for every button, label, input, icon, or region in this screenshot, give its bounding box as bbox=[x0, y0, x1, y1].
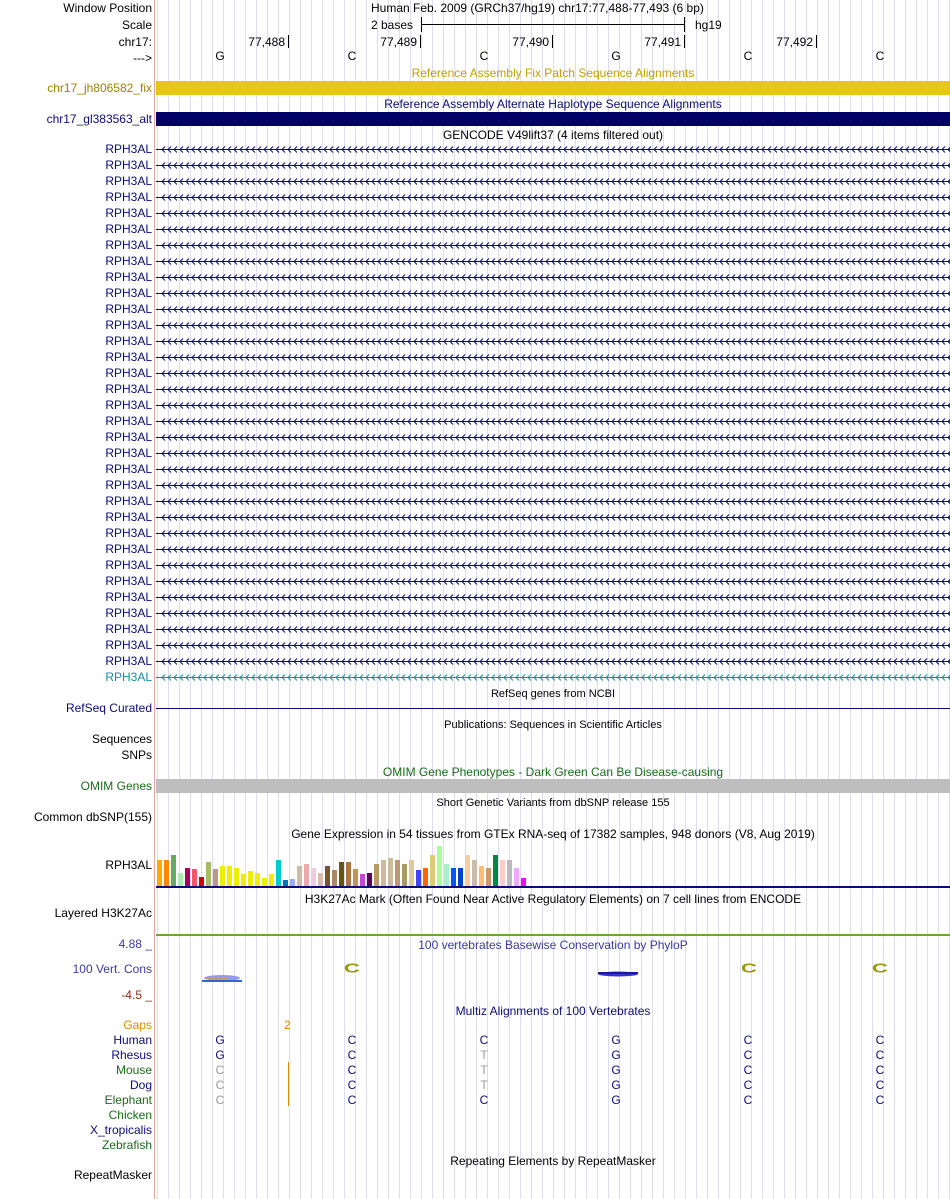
alignment-base: C bbox=[875, 1033, 885, 1047]
alt-haplotype-label[interactable]: chr17_gl383563_alt bbox=[46, 112, 152, 126]
gtex-tissue-bar[interactable] bbox=[500, 860, 505, 886]
publications-title: Publications: Sequences in Scientific Articles bbox=[444, 719, 662, 731]
gtex-tissue-bar[interactable] bbox=[199, 877, 204, 886]
gencode-transcript-line[interactable] bbox=[156, 369, 950, 378]
phylop-mark-g-1 bbox=[202, 975, 242, 982]
ruler-position: 77,492 bbox=[776, 35, 813, 49]
alignment-base: G bbox=[611, 1093, 621, 1107]
ruler-position: 77,490 bbox=[512, 35, 549, 49]
sequence-base: G bbox=[215, 49, 225, 63]
h3k27ac-label[interactable]: Layered H3K27Ac bbox=[54, 906, 152, 920]
alignment-base: G bbox=[215, 1048, 225, 1062]
gtex-tissue-bar[interactable] bbox=[318, 873, 323, 886]
alt-haplotype-bar[interactable] bbox=[156, 112, 950, 126]
gtex-tissue-bar[interactable] bbox=[311, 868, 316, 886]
gtex-tissue-bar[interactable] bbox=[430, 855, 435, 886]
gencode-transcript-label[interactable]: RPH3AL bbox=[105, 414, 152, 428]
scale-bar bbox=[421, 24, 685, 25]
sequence-base: C bbox=[743, 49, 753, 63]
alignment-base: G bbox=[611, 1033, 621, 1047]
gtex-tissue-bar[interactable] bbox=[388, 858, 393, 886]
gencode-transcript-line[interactable] bbox=[156, 657, 950, 666]
assembly-label: hg19 bbox=[695, 18, 722, 32]
h3k27ac-title: H3K27Ac Mark (Often Found Near Active Regulatory Elements) on 7 cell lines from ENCODE bbox=[304, 892, 802, 906]
alignment-base: C bbox=[875, 1078, 885, 1092]
gtex-tissue-bar[interactable] bbox=[213, 869, 218, 886]
phylop-mark-g-2 bbox=[598, 972, 638, 977]
gtex-chart[interactable] bbox=[157, 840, 537, 886]
alignment-base: C bbox=[743, 1048, 753, 1062]
gencode-transcript-line[interactable] bbox=[156, 465, 950, 474]
sequence-base: C bbox=[479, 49, 489, 63]
alignment-base: C bbox=[743, 1078, 753, 1092]
species-label[interactable]: Rhesus bbox=[111, 1048, 152, 1062]
fix-patch-bar[interactable] bbox=[156, 81, 950, 95]
gtex-tissue-bar[interactable] bbox=[472, 860, 477, 886]
gtex-tissue-bar[interactable] bbox=[486, 868, 491, 886]
repeatmasker-label[interactable]: RepeatMasker bbox=[73, 1168, 152, 1182]
gencode-transcript-line[interactable] bbox=[156, 145, 950, 154]
gencode-transcript-label[interactable]: RPH3AL bbox=[105, 302, 152, 316]
gtex-tissue-bar[interactable] bbox=[479, 866, 484, 886]
ruler-tick bbox=[288, 35, 289, 48]
gencode-transcript-line[interactable] bbox=[156, 449, 950, 458]
alt-haplotype-title: Reference Assembly Alternate Haplotype Sequence Alignments bbox=[384, 97, 722, 111]
gencode-transcript-line[interactable] bbox=[156, 561, 950, 570]
alignment-base: C bbox=[743, 1033, 753, 1047]
refseq-line[interactable] bbox=[156, 708, 950, 709]
dbsnp-title: Short Genetic Variants from dbSNP release 155 bbox=[436, 797, 670, 809]
gencode-transcript-line[interactable] bbox=[156, 577, 950, 586]
gtex-tissue-bar[interactable] bbox=[458, 868, 463, 886]
gtex-tissue-bar[interactable] bbox=[227, 866, 232, 886]
gtex-tissue-bar[interactable] bbox=[507, 860, 512, 886]
gtex-tissue-bar[interactable] bbox=[381, 860, 386, 886]
gencode-transcript-label[interactable]: RPH3AL bbox=[105, 318, 152, 332]
species-label[interactable]: Elephant bbox=[104, 1093, 152, 1107]
gencode-transcript-label[interactable]: RPH3AL bbox=[105, 670, 152, 684]
gtex-tissue-bar[interactable] bbox=[409, 860, 414, 886]
gtex-tissue-bar[interactable] bbox=[171, 855, 176, 886]
gap-count: 2 bbox=[284, 1018, 291, 1032]
gtex-tissue-bar[interactable] bbox=[374, 864, 379, 886]
gencode-transcript-label[interactable]: RPH3AL bbox=[105, 238, 152, 252]
gencode-transcript-label[interactable]: RPH3AL bbox=[105, 606, 152, 620]
species-label[interactable]: X_tropicalis bbox=[89, 1123, 152, 1137]
gencode-transcript-label[interactable]: RPH3AL bbox=[105, 174, 152, 188]
gap-marker bbox=[288, 1062, 289, 1106]
window-position-label: Window Position bbox=[63, 1, 152, 15]
gtex-title: Gene Expression in 54 tissues from GTEx RNA-seq of 17382 samples, 948 donors (V8, Aug 2019) bbox=[291, 827, 815, 841]
sequence-base: C bbox=[347, 49, 357, 63]
gencode-transcript-line[interactable] bbox=[156, 497, 950, 506]
species-label[interactable]: Mouse bbox=[115, 1063, 152, 1077]
alignment-base: C bbox=[875, 1048, 885, 1062]
gtex-tissue-bar[interactable] bbox=[395, 860, 400, 886]
gtex-tissue-bar[interactable] bbox=[346, 862, 351, 886]
gtex-baseline bbox=[156, 886, 950, 888]
repeatmasker-title: Repeating Elements by RepeatMasker bbox=[450, 1154, 656, 1168]
gtex-tissue-bar[interactable] bbox=[325, 866, 330, 886]
conservation-max-label: 4.88 _ bbox=[118, 937, 152, 951]
gencode-transcript-label[interactable]: RPH3AL bbox=[105, 334, 152, 348]
refseq-title: RefSeq genes from NCBI bbox=[490, 688, 616, 700]
gtex-label[interactable]: RPH3AL bbox=[105, 858, 152, 872]
scale-text: 2 bases bbox=[371, 18, 414, 32]
gencode-transcript-label[interactable]: RPH3AL bbox=[105, 430, 152, 444]
publications-sequences-label[interactable]: Sequences bbox=[91, 732, 152, 746]
multiz-title: Multiz Alignments of 100 Vertebrates bbox=[455, 1004, 651, 1018]
gtex-tissue-bar[interactable] bbox=[304, 864, 309, 886]
gencode-transcript-label[interactable]: RPH3AL bbox=[105, 494, 152, 508]
ruler-position: 77,488 bbox=[248, 35, 285, 49]
phylop-letter-c-1: C bbox=[344, 960, 360, 976]
gencode-transcript-label[interactable]: RPH3AL bbox=[105, 542, 152, 556]
ruler-tick bbox=[552, 35, 553, 48]
gtex-tissue-bar[interactable] bbox=[185, 868, 190, 886]
species-label[interactable]: Human bbox=[113, 1033, 152, 1047]
alignment-base: C bbox=[347, 1048, 357, 1062]
gtex-tissue-bar[interactable] bbox=[402, 864, 407, 886]
gencode-transcript-label[interactable]: RPH3AL bbox=[105, 446, 152, 460]
gencode-transcript-line[interactable] bbox=[156, 545, 950, 554]
gtex-tissue-bar[interactable] bbox=[157, 860, 162, 886]
omim-label[interactable]: OMIM Genes bbox=[80, 779, 152, 793]
gencode-transcript-line[interactable] bbox=[156, 641, 950, 650]
gencode-transcript-label[interactable]: RPH3AL bbox=[105, 254, 152, 268]
gencode-transcript-label[interactable]: RPH3AL bbox=[105, 398, 152, 412]
alignment-base: C bbox=[875, 1093, 885, 1107]
gencode-transcript-label[interactable]: RPH3AL bbox=[105, 510, 152, 524]
gtex-tissue-bar[interactable] bbox=[178, 873, 183, 886]
gencode-title: GENCODE V49lift37 (4 items filtered out) bbox=[442, 128, 664, 142]
alignment-base: C bbox=[215, 1093, 225, 1107]
gtex-tissue-bar[interactable] bbox=[416, 870, 421, 886]
gencode-transcript-label[interactable]: RPH3AL bbox=[105, 382, 152, 396]
gtex-tissue-bar[interactable] bbox=[269, 874, 274, 886]
ruler-position: 77,491 bbox=[644, 35, 681, 49]
phylop-letter-c-3: C bbox=[872, 960, 888, 976]
gencode-transcript-line[interactable] bbox=[156, 673, 950, 682]
alignment-base: C bbox=[347, 1063, 357, 1077]
species-label[interactable]: Zebrafish bbox=[101, 1138, 152, 1152]
label-divider bbox=[154, 0, 155, 1199]
gtex-tissue-bar[interactable] bbox=[164, 860, 169, 886]
gtex-tissue-bar[interactable] bbox=[521, 878, 526, 886]
gencode-transcript-line[interactable] bbox=[156, 593, 950, 602]
gencode-transcript-label[interactable]: RPH3AL bbox=[105, 190, 152, 204]
gencode-transcript-line[interactable] bbox=[156, 193, 950, 202]
scale-bar-left-tick bbox=[421, 17, 422, 32]
alignment-base: C bbox=[743, 1093, 753, 1107]
phylop-letter-c-2: C bbox=[741, 960, 757, 976]
gtex-tissue-bar[interactable] bbox=[339, 862, 344, 886]
gtex-tissue-bar[interactable] bbox=[437, 846, 442, 886]
gencode-transcript-line[interactable] bbox=[156, 353, 950, 362]
gencode-transcript-label[interactable]: RPH3AL bbox=[105, 142, 152, 156]
gtex-tissue-bar[interactable] bbox=[297, 866, 302, 886]
alignment-base: T bbox=[480, 1048, 488, 1062]
alignment-base: T bbox=[480, 1063, 488, 1077]
gencode-transcript-line[interactable] bbox=[156, 289, 950, 298]
gencode-transcript-label[interactable]: RPH3AL bbox=[105, 526, 152, 540]
h3k27ac-signal-line[interactable] bbox=[156, 934, 950, 936]
refseq-label[interactable]: RefSeq Curated bbox=[65, 701, 152, 715]
gencode-transcript-label[interactable]: RPH3AL bbox=[105, 574, 152, 588]
gencode-transcript-line[interactable] bbox=[156, 305, 950, 314]
gencode-transcript-label[interactable]: RPH3AL bbox=[105, 350, 152, 364]
gencode-transcript-line[interactable] bbox=[156, 417, 950, 426]
gencode-transcript-label[interactable]: RPH3AL bbox=[105, 638, 152, 652]
window-position-text: Human Feb. 2009 (GRCh37/hg19) chr17:77,488-77,493 (6 bp) bbox=[371, 1, 704, 15]
alignment-base: G bbox=[215, 1033, 225, 1047]
gencode-transcript-line[interactable] bbox=[156, 481, 950, 490]
gencode-transcript-label[interactable]: RPH3AL bbox=[105, 478, 152, 492]
alignment-base: C bbox=[215, 1063, 225, 1077]
gtex-tissue-bar[interactable] bbox=[206, 862, 211, 886]
alignment-base: C bbox=[875, 1063, 885, 1077]
gencode-transcript-label[interactable]: RPH3AL bbox=[105, 366, 152, 380]
gtex-tissue-bar[interactable] bbox=[332, 870, 337, 886]
gencode-transcript-label[interactable]: RPH3AL bbox=[105, 558, 152, 572]
sequence-base: G bbox=[611, 49, 621, 63]
gtex-tissue-bar[interactable] bbox=[220, 866, 225, 886]
gencode-transcript-line[interactable] bbox=[156, 609, 950, 618]
conservation-label[interactable]: 100 Vert. Cons bbox=[72, 962, 152, 976]
species-label[interactable]: Chicken bbox=[108, 1108, 152, 1122]
gencode-transcript-line[interactable] bbox=[156, 433, 950, 442]
alignment-base: C bbox=[215, 1078, 225, 1092]
gtex-tissue-bar[interactable] bbox=[367, 873, 372, 886]
omim-bar[interactable] bbox=[156, 779, 950, 793]
gtex-tissue-bar[interactable] bbox=[465, 855, 470, 886]
gtex-tissue-bar[interactable] bbox=[423, 868, 428, 886]
chrom-label: chr17: bbox=[118, 35, 152, 49]
gtex-tissue-bar[interactable] bbox=[444, 864, 449, 886]
gaps-label[interactable]: Gaps bbox=[123, 1018, 152, 1032]
conservation-logo[interactable] bbox=[156, 955, 950, 995]
gtex-tissue-bar[interactable] bbox=[241, 874, 246, 886]
sequence-base: C bbox=[875, 49, 885, 63]
alignment-base: C bbox=[347, 1078, 357, 1092]
publications-snps-label[interactable]: SNPs bbox=[121, 748, 152, 762]
alignment-base: C bbox=[479, 1033, 489, 1047]
conservation-title: 100 vertebrates Basewise Conservation by PhyloP bbox=[418, 938, 688, 952]
gtex-tissue-bar[interactable] bbox=[493, 855, 498, 886]
gencode-transcript-line[interactable] bbox=[156, 177, 950, 186]
gencode-transcript-label[interactable]: RPH3AL bbox=[105, 286, 152, 300]
gencode-transcript-line[interactable] bbox=[156, 257, 950, 266]
gtex-tissue-bar[interactable] bbox=[234, 868, 239, 886]
gtex-tissue-bar[interactable] bbox=[248, 871, 253, 886]
gencode-transcript-line[interactable] bbox=[156, 273, 950, 282]
gtex-tissue-bar[interactable] bbox=[360, 874, 365, 886]
gencode-transcript-label[interactable]: RPH3AL bbox=[105, 622, 152, 636]
scale-label: Scale bbox=[121, 18, 152, 32]
gencode-transcript-line[interactable] bbox=[156, 209, 950, 218]
gencode-transcript-line[interactable] bbox=[156, 385, 950, 394]
gencode-transcript-label[interactable]: RPH3AL bbox=[105, 270, 152, 284]
fix-patch-label[interactable]: chr17_jh806582_fix bbox=[47, 81, 152, 95]
scale-bar-right-tick bbox=[684, 17, 685, 32]
gtex-tissue-bar[interactable] bbox=[451, 868, 456, 886]
gtex-tissue-bar[interactable] bbox=[262, 878, 267, 886]
fix-patch-title: Reference Assembly Fix Patch Sequence Alignments bbox=[411, 66, 695, 80]
omim-title: OMIM Gene Phenotypes - Dark Green Can Be Disease-causing bbox=[382, 765, 724, 779]
alignment-base: C bbox=[743, 1063, 753, 1077]
alignment-base: C bbox=[347, 1093, 357, 1107]
alignment-base: C bbox=[347, 1033, 357, 1047]
gtex-tissue-bar[interactable] bbox=[290, 879, 295, 886]
alignment-base: T bbox=[480, 1078, 488, 1092]
gencode-transcript-line[interactable] bbox=[156, 513, 950, 522]
gtex-tissue-bar[interactable] bbox=[514, 868, 519, 886]
gencode-transcript-label[interactable]: RPH3AL bbox=[105, 158, 152, 172]
gtex-tissue-bar[interactable] bbox=[192, 869, 197, 886]
gencode-transcript-line[interactable] bbox=[156, 337, 950, 346]
ruler-position: 77,489 bbox=[380, 35, 417, 49]
gencode-transcript-label[interactable]: RPH3AL bbox=[105, 222, 152, 236]
dbsnp-label[interactable]: Common dbSNP(155) bbox=[33, 810, 152, 824]
ruler-tick bbox=[816, 35, 817, 48]
gtex-tissue-bar[interactable] bbox=[255, 873, 260, 886]
ruler-tick bbox=[684, 35, 685, 48]
conservation-min-label: -4.5 _ bbox=[121, 988, 152, 1002]
gencode-transcript-line[interactable] bbox=[156, 161, 950, 170]
strand-arrow-label: ---> bbox=[133, 51, 152, 65]
gencode-transcript-label[interactable]: RPH3AL bbox=[105, 206, 152, 220]
gencode-transcript-line[interactable] bbox=[156, 401, 950, 410]
alignment-base: G bbox=[611, 1048, 621, 1062]
gencode-transcript-line[interactable] bbox=[156, 241, 950, 250]
gencode-transcript-label[interactable]: RPH3AL bbox=[105, 590, 152, 604]
gencode-transcript-label[interactable]: RPH3AL bbox=[105, 462, 152, 476]
gencode-transcript-line[interactable] bbox=[156, 529, 950, 538]
gtex-tissue-bar[interactable] bbox=[353, 869, 358, 886]
ruler-tick bbox=[420, 35, 421, 48]
gencode-transcript-line[interactable] bbox=[156, 625, 950, 634]
gencode-transcript-line[interactable] bbox=[156, 225, 950, 234]
gtex-tissue-bar[interactable] bbox=[276, 860, 281, 886]
alignment-base: G bbox=[611, 1078, 621, 1092]
gencode-transcript-label[interactable]: RPH3AL bbox=[105, 654, 152, 668]
gencode-transcript-line[interactable] bbox=[156, 321, 950, 330]
alignment-base: G bbox=[611, 1063, 621, 1077]
alignment-base: C bbox=[479, 1093, 489, 1107]
species-label[interactable]: Dog bbox=[129, 1078, 152, 1092]
